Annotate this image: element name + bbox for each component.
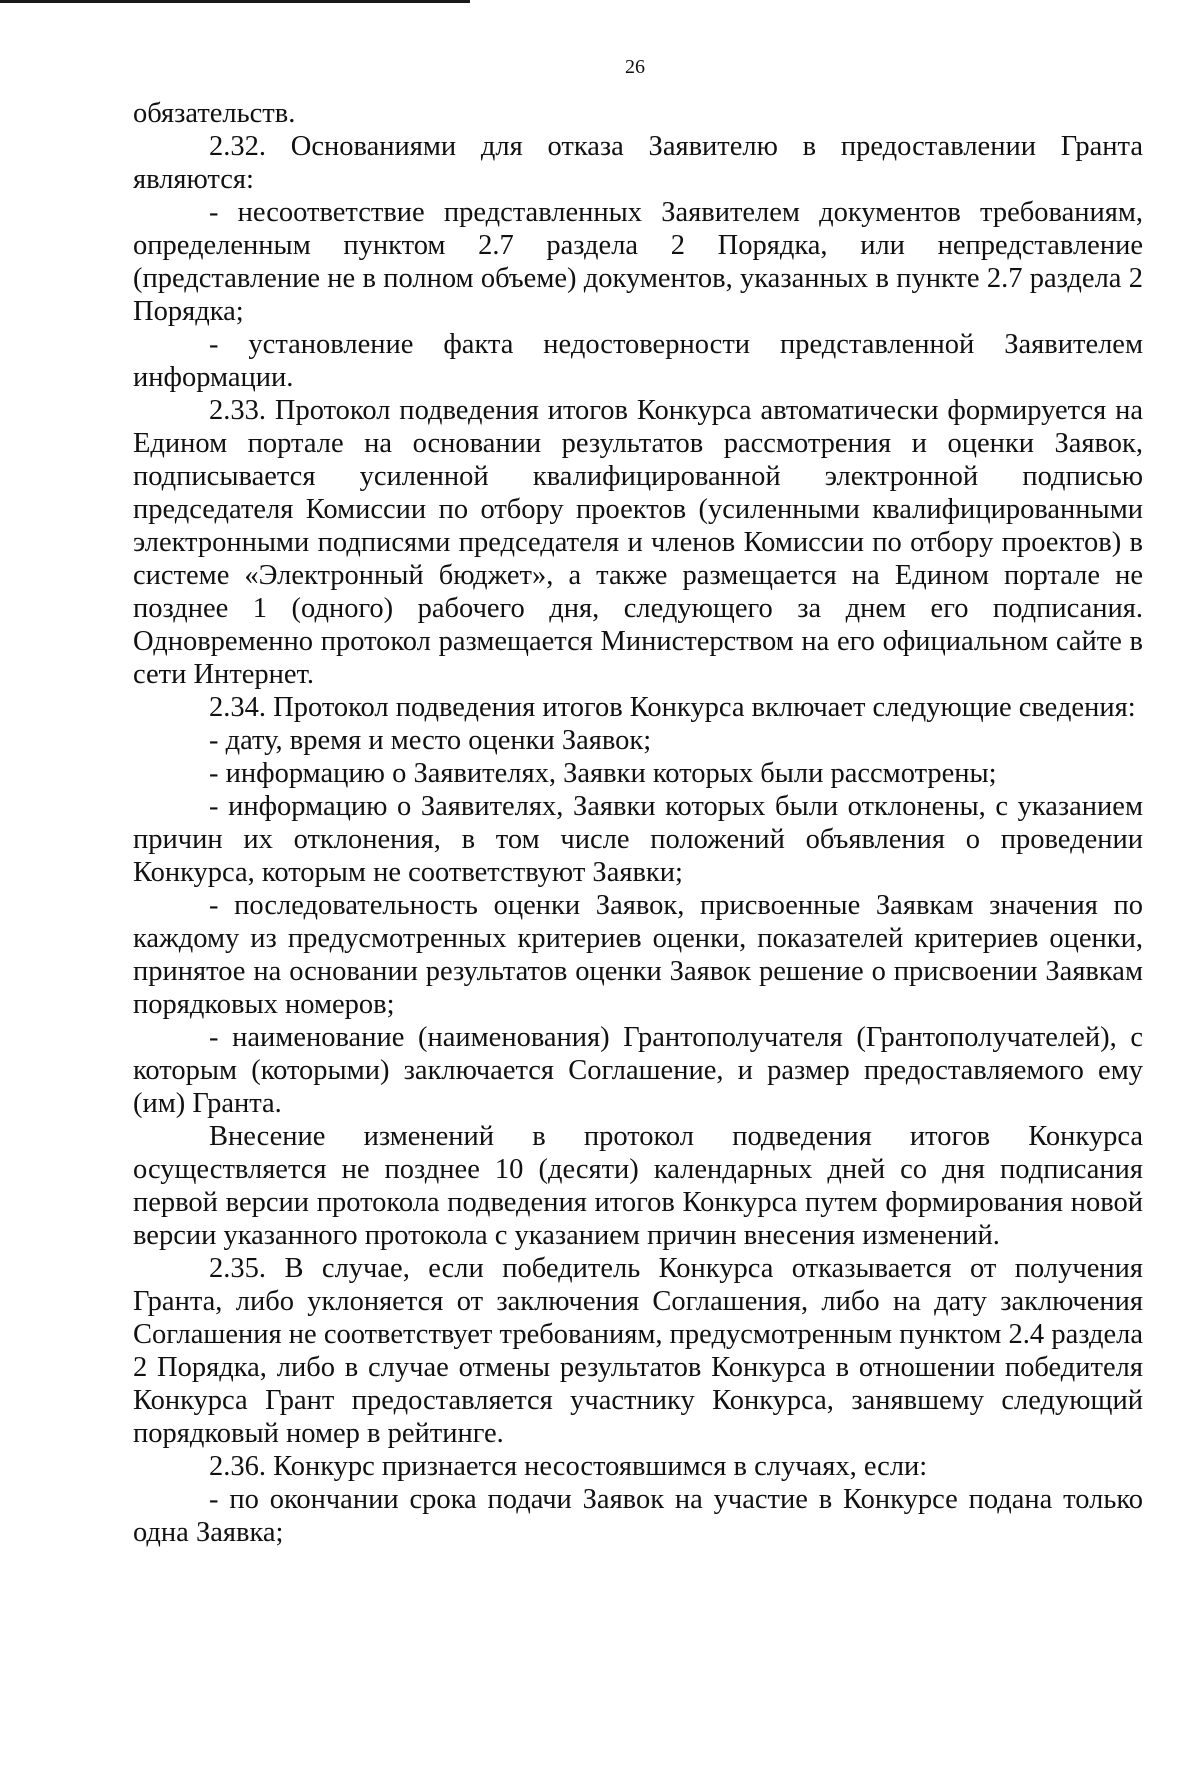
paragraph: 2.32. Основаниями для отказа Заявителю в предоставлении Гранта являются:	[133, 131, 1143, 195]
document-body	[133, 97, 1143, 1549]
paragraph: - по окончании срока подачи Заявок на участие в Конкурсе подана только одна Заявка;	[133, 1484, 1143, 1548]
paragraph: - несоответствие представленных Заявителем документов требованиям, определенным пунктом 2.7 раздела 2 Порядка, или непредставление (представление не в полном объеме) документов, указанных в пункте 2.7 раздела 2 Порядка;	[133, 197, 1143, 327]
paragraph: - наименование (наименования) Грантополучателя (Грантополучателей), с которым (которыми) заключается Соглашение, и размер предоставляемого ему (им) Гранта.	[133, 1022, 1143, 1119]
paragraph: - информацию о Заявителях, Заявки которых были отклонены, с указанием причин их отклонения, в том числе положений объявления о проведении Конкурса, которым не соответствуют Заявки;	[133, 791, 1143, 888]
paragraph: 2.34. Протокол подведения итогов Конкурса включает следующие сведения:	[209, 692, 1136, 723]
paragraph: Внесение изменений в протокол подведения итогов Конкурса осуществляется не позднее 10 (десяти) календарных дней со дня подписания первой версии протокола подведения итогов Конкурса путем формирования новой версии указанного протокола с указанием причин внесения изменений.	[133, 1121, 1143, 1251]
paragraph: - последовательность оценки Заявок, присвоенные Заявкам значения по каждому из предусмотренных критериев оценки, показателей критериев оценки, принятое на основании результатов оценки Заявок решение о присвоении Заявкам порядковых номеров;	[133, 890, 1143, 1020]
paragraph: 2.35. В случае, если победитель Конкурса отказывается от получения Гранта, либо уклоняется от заключения Соглашения, либо на дату заключения Соглашения не соответствует требованиям, предусмотренным пунктом 2.4 раздела 2 Порядка, либо в случае отмены результатов Конкурса в отношении победителя Конкурса Грант предоставляется участнику Конкурса, занявшему следующий порядковый номер в рейтинге.	[133, 1253, 1143, 1449]
paragraph: - информацию о Заявителях, Заявки которых были рассмотрены;	[209, 758, 997, 789]
paragraph: обязательств.	[133, 98, 296, 129]
paragraph: 2.36. Конкурс признается несостоявшимся в случаях, если:	[209, 1451, 928, 1482]
paragraph: - установление факта недостоверности представленной Заявителем информации.	[133, 329, 1143, 393]
paragraph: - дату, время и место оценки Заявок;	[209, 725, 652, 756]
scan-edge-line	[0, 0, 470, 3]
page-number: 26	[625, 56, 645, 78]
paragraph: 2.33. Протокол подведения итогов Конкурса автоматически формируется на Едином портале на основании результатов рассмотрения и оценки Заявок, подписывается усиленной квалифицированной электронной подписью председателя Комиссии по отбору проектов (усиленными квалифицированными электронными подписями председателя и членов Комиссии по отбору проектов) в системе «Электронный бюджет», а также размещается на Едином портале не позднее 1 (одного) рабочего дня, следующего за днем его подписания. Одновременно протокол размещается Министерством на его официальном сайте в сети Интернет.	[133, 395, 1143, 690]
